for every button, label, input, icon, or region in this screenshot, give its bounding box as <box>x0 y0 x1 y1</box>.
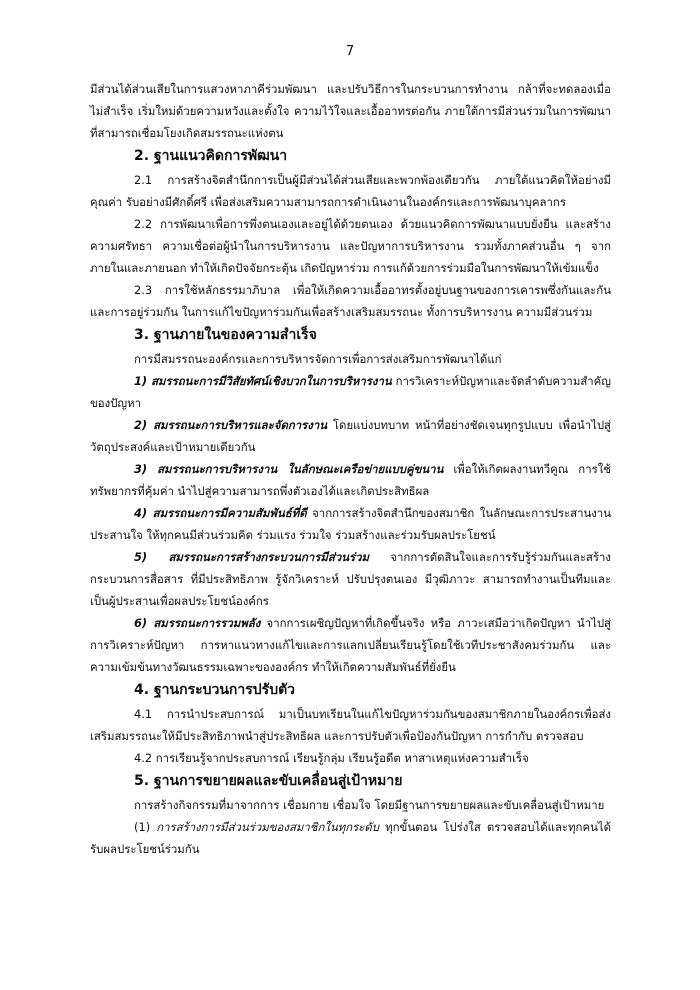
item-description: การวิเคราะห์ปัญหาและจัดลำดับความสำคัญของปัญหา <box>90 374 612 410</box>
item-term: สมรรถนะการบริหารและจัดการงาน <box>153 418 328 432</box>
section-4-1-paragraph: 4.1 การนำประสบการณ์ มาเป็นบทเรียนในแก้ไขปัญหาร่วมกันของสมาชิกภายในองค์กรเพื่อส่งเสริมสมรรถนะให้มีประสิทธิภาพนำสู่ประสิทธิผล และการปรับตัวเพื่อป้องกันปัญหา การกำกับ ตรวจสอบ <box>90 707 611 743</box>
section-5-heading: 5. ฐานการขยายผลและขับเคลื่อนสู่เป้าหมาย <box>134 773 403 789</box>
competency-item-4 <box>90 502 611 546</box>
item-number: 4) <box>134 506 148 520</box>
competency-item-3 <box>90 458 611 502</box>
section-2-1-paragraph: 2.1 การสร้างจิตสำนึกการเป็นผู้มีส่วนได้ส่วนเสียและพวกพ้องเดียวกัน ภายใต้แนวคิดให้อย่างมีคุณค่า รับอย่างมีศักดิ์ศรี เพื่อส่งเสริมความสามารถการดำเนินงานในองค์กรและการพัฒนาบุคลากร <box>90 173 611 209</box>
item-term: สมรรถนะการมีความสัมพันธ์ที่ดี <box>152 506 307 520</box>
item-description: โดยแบ่งบทบาท หน้าที่อย่างชัดเจนทุกรูปแบบ เพื่อนำไปสู่วัตถุประสงค์และเป้าหมายเดียวกัน <box>90 418 612 454</box>
section-2-heading: 2. ฐานแนวคิดการพัฒนา <box>134 148 288 164</box>
section-3-lead: การมีสมรรถนะองค์กรและการบริหารจัดการเพื่อการส่งเสริมการพัฒนาได้แก่ <box>134 352 502 366</box>
item-number: (1) <box>134 820 151 834</box>
section-5-item-1 <box>90 816 611 860</box>
section-5-lead: การสร้างกิจกรรมที่มาจากการ เชื่อมกาย เชื่อมใจ โดยมีฐานการขยายผลและขับเคลื่อนสู่เป้าหมาย <box>134 798 605 812</box>
section-2-2-paragraph: 2.2 การพัฒนาเพื่อการพึ่งตนเองและอยู่ได้ด้วยตนเอง ด้วยแนวคิดการพัฒนาแบบยั่งยืน และสร้างความศรัทธา ความเชื่อต่อผู้นำในการบริหารงาน และปัญหาการบริหารงาน รวมทั้งภาคส่วนอื่น ๆ จากภายในและภายนอก ทำให้เกิดปัจจัยกระตุ้น เกิดปัญหาร่วม การแก้ด้วยการร่วมมือในการพัฒนาให้เข้มแข็ง <box>90 217 611 275</box>
item-number: 6) <box>134 616 148 630</box>
competency-item-6 <box>90 612 611 678</box>
competency-item-2 <box>90 414 611 458</box>
item-term: สมรรถนะการรวมพลัง <box>153 616 261 630</box>
section-2-3-paragraph: 2.3 การใช้หลักธรรมาภิบาล เพื่อให้เกิดความเอื้ออาทรตั้งอยู่บนฐานของการเคารพซึ่งกันและกันและการอยู่ร่วมกัน ในการแก้ไขปัญหาร่วมกันเพื่อสร้างเสริมสมรรถนะ ทั้งการบริหารงาน ความมีส่วนร่วม <box>90 283 611 319</box>
intro-paragraph: มีส่วนได้ส่วนเสียในการแสวงหาภาคีร่วมพัฒนา และปรับวิธีการในกระบวนการทำงาน กล้าที่จะทดลองเมื่อไม่สำเร็จ เริ่มใหม่ด้วยความหวังและตั้งใจ ความไว้ใจและเอื้ออาทรต่อกัน ภายใต้การมีส่วนร่วมในการพัฒนาที่สามารถเชื่อมโยงเกิดสมรรถนะแห่งตน <box>90 82 611 140</box>
item-number: 5) <box>134 550 148 564</box>
item-description: จากการเผชิญปัญหาที่เกิดขึ้นจริง หรือ ภาวะเสมือว่าเกิดปัญหา นำไปสู่การวิเคราะห์ปัญหา การหาแนวทางแก้ไขและการแลกเปลี่ยนเรียนรู้โดยใช้เวทีประชาสังคมร่วมกัน และความเข้มข้นทางวัฒนธรรมเฉพาะขององค์กร ทำให้เกิดความสัมพันธ์ที่ยั่งยืน <box>90 616 612 674</box>
item-term: การสร้างการมีส่วนร่วมของสมาชิกในทุกระดับ <box>156 820 380 834</box>
item-number: 3) <box>134 462 148 476</box>
competency-item-1 <box>90 370 611 414</box>
document-body <box>90 78 611 860</box>
item-description: ทุกขั้นตอน โปร่งใส ตรวจสอบได้และทุกคนได้รับผลประโยชน์ร่วมกัน <box>90 820 611 856</box>
section-4-2-paragraph: 4.2 การเรียนรู้จากประสบการณ์ เรียนรู้กลุ่ม เรียนรู้อดีต หาสาเหตุแห่งความสำเร็จ <box>134 751 529 765</box>
page-number: 7 <box>345 44 355 59</box>
item-term: สมรรถนะการบริหารงาน ในลักษณะเครือข่ายแบบคู่ขนาน <box>157 462 444 476</box>
section-4-heading: 4. ฐานกระบวนการปรับตัว <box>134 682 296 698</box>
competency-item-5 <box>90 546 611 612</box>
item-term: สมรรถนะการมีวิสัยทัศน์เชิงบวกในการบริหารงาน <box>151 374 392 388</box>
item-term: สมรรถนะการสร้างกระบวนการมีส่วนร่วม <box>168 550 370 564</box>
item-number: 2) <box>134 418 148 432</box>
item-number: 1) <box>134 374 148 388</box>
item-description: จากการตัดสินใจและการรับรู้ร่วมกันและสร้างกระบวนการสื่อสาร ที่มีประสิทธิภาพ รู้จักวิเคราะห์ ปรับปรุงตนเอง มีวุฒิภาวะ สามารถทำงานเป็นทีมและเป็นผู้ประสานเพื่อผลประโยชน์องค์กร <box>90 550 611 608</box>
section-3-heading: 3. ฐานภายในของความสำเร็จ <box>134 327 317 343</box>
item-description: เพื่อให้เกิดผลงานทวีคูณ การใช้ทรัพยากรที่คุ้มค่า นำไปสู่ความสามารถพึ่งตัวเองได้และเกิดประสิทธิผล <box>90 462 611 498</box>
item-description: จากการสร้างจิตสำนึกของสมาชิก ในลักษณะการประสานงาน ประสานใจ ให้ทุกคนมีส่วนร่วมคิด ร่วมแรง ร่วมใจ ร่วมสร้างและร่วมรับผลประโยชน์ <box>90 506 611 542</box>
